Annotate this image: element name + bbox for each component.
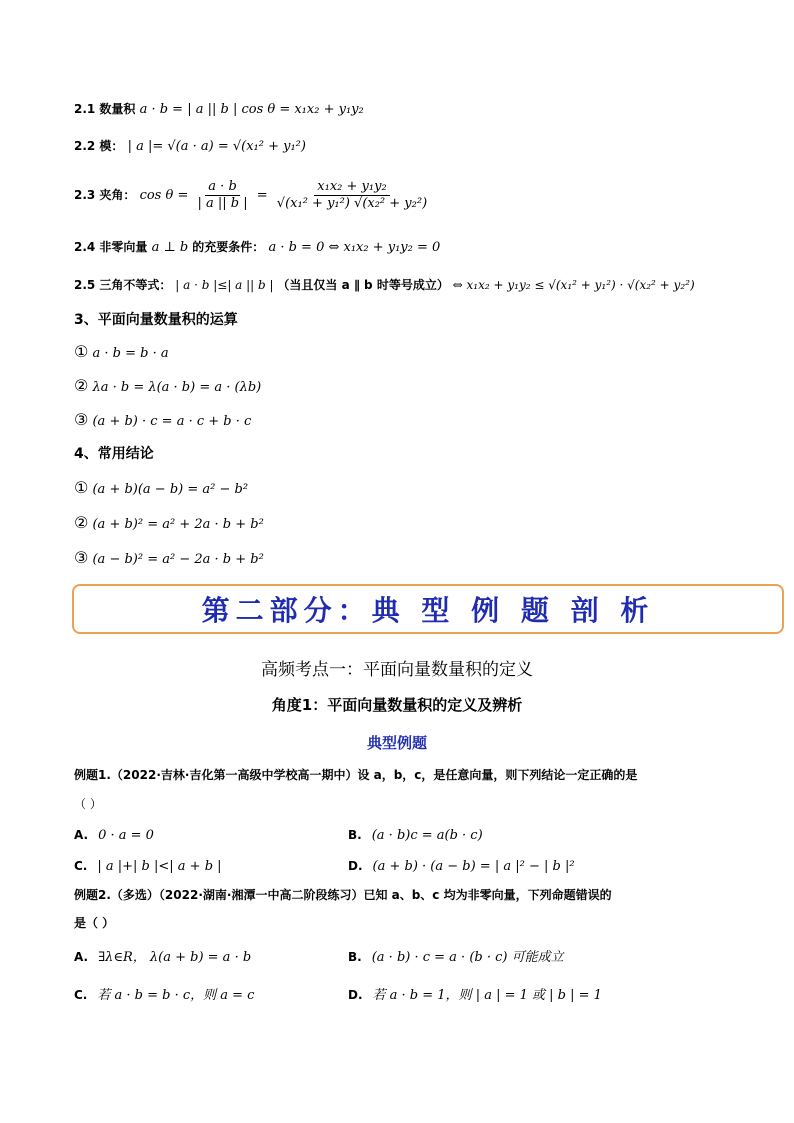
option-expr: (a · b)c = a(b · c)	[371, 828, 483, 843]
section-3-item-1	[74, 343, 169, 363]
equals-sign: =	[256, 188, 268, 203]
formula-expr: a · b = | a || b | cos θ = x₁x₂ + y₁y₂	[139, 102, 364, 117]
option-expr: 若 a · b = 1，则 | a | = 1 或 | b | = 1	[372, 988, 602, 1003]
section-4-item-3	[74, 549, 264, 569]
item-expr: (a + b)(a − b) = a² − b²	[92, 482, 249, 497]
section-3-item-2	[74, 377, 261, 397]
fraction-coords	[274, 179, 430, 212]
formula-label: 2.1 数量积	[74, 102, 136, 116]
formula-2-4	[74, 238, 440, 257]
item-marker: ②	[74, 376, 89, 395]
item-expr: a · b = b · a	[92, 346, 169, 361]
formula-expr: | a |= √(a · a) = √(x₁² + y₁²)	[127, 139, 306, 154]
formula-label: 2.2 模：	[74, 139, 124, 153]
example-label: 例题2.	[74, 888, 111, 902]
option-expr: 0 · a = 0	[98, 828, 154, 843]
typical-examples-heading: 典型例题	[366, 734, 427, 752]
formula-note: （当且仅当 a ∥ b 时等号成立）	[277, 278, 449, 292]
example-1-option-b[interactable]	[348, 826, 483, 845]
angle-heading: 角度1：平面向量数量积的定义及辨析	[271, 696, 523, 714]
fraction-denominator: √(x₁² + y₁²) √(x₂² + y₂²)	[276, 196, 428, 211]
item-expr: (a + b) · c = a · c + b · c	[92, 414, 252, 429]
option-key: A.	[74, 950, 89, 964]
formula-lhs: cos θ =	[139, 188, 189, 203]
formula-label: 2.4 非零向量	[74, 240, 148, 254]
example-text: （2022·吉林·吉化第一高级中学校高一期中）设 a，b，c，是任意向量，则下列结论一定正确的是	[110, 768, 638, 782]
example-2-option-a[interactable]	[74, 948, 251, 967]
part-two-banner	[72, 584, 784, 634]
section-4-title: 4、常用结论	[74, 446, 154, 462]
topic-heading: 高频考点一：平面向量数量积的定义	[261, 660, 533, 680]
fraction-numerator: x₁x₂ + y₁y₂	[314, 179, 389, 196]
item-marker: ①	[74, 342, 89, 361]
fraction-ab	[194, 179, 250, 212]
option-expr: ∃λ∈R， λ(a + b) = a · b	[98, 950, 252, 965]
example-2-option-d[interactable]	[348, 986, 602, 1005]
example-2-question	[74, 886, 612, 904]
example-1-option-a[interactable]	[74, 826, 154, 845]
example-1-answer-paren: （ ）	[74, 797, 102, 811]
formula-label: 2.3 夹角：	[74, 188, 136, 202]
example-2-answer-paren: 是（ ）	[74, 916, 115, 930]
formula-2-1	[74, 100, 364, 119]
option-key: B.	[348, 950, 362, 964]
section-3-title: 3、平面向量数量积的运算	[74, 312, 238, 328]
formula-2-3	[74, 178, 432, 213]
example-text: （多选）（2022·湖南·湘潭一中高二阶段练习）已知 a、b、c 均为非零向量，下列命题错误的	[110, 888, 612, 902]
option-expr: | a |+| b |<| a + b |	[97, 859, 222, 874]
item-expr: (a − b)² = a² − 2a · b + b²	[92, 552, 264, 567]
option-key: D.	[348, 988, 363, 1002]
item-expr: λa · b = λ(a · b) = a · (λb)	[92, 380, 262, 395]
fraction-numerator: a · b	[205, 179, 239, 196]
item-marker: ②	[74, 513, 89, 532]
option-expr: (a + b) · (a − b) = | a |² − | b |²	[372, 859, 575, 874]
banner-title: 第二部分：典 型 例 题 剖 析	[201, 594, 655, 627]
formula-2-2	[74, 137, 306, 156]
item-marker: ③	[74, 548, 89, 567]
formula-2-5	[74, 276, 695, 294]
example-1-question	[74, 766, 637, 784]
example-label: 例题1.	[74, 768, 111, 782]
example-1-option-c[interactable]	[74, 857, 222, 876]
option-key: A.	[74, 828, 89, 842]
example-2-option-c[interactable]	[74, 986, 254, 1005]
item-marker: ①	[74, 478, 89, 497]
option-key: C.	[74, 859, 88, 873]
formula-label-2: 的充要条件：	[192, 240, 265, 254]
formula-expr: a · b = 0 ⇔ x₁x₂ + y₁y₂ = 0	[268, 240, 441, 255]
formula-expr-2: ⇔ x₁x₂ + y₁y₂ ≤ √(x₁² + y₁²) · √(x₂² + y₂²)	[452, 278, 695, 292]
option-key: C.	[74, 988, 88, 1002]
fraction-denominator: | a || b |	[197, 196, 248, 211]
section-4-item-1	[74, 479, 248, 499]
example-2-option-b[interactable]	[348, 948, 564, 967]
formula-label: 2.5 三角不等式：	[74, 278, 172, 292]
example-1-option-d[interactable]	[348, 857, 575, 876]
section-3-item-3	[74, 411, 251, 431]
formula-mid: a ⊥ b	[151, 240, 189, 255]
option-expr: (a · b) · c = a · (b · c) 可能成立	[371, 950, 564, 965]
formula-expr-1: | a · b |≤| a || b |	[175, 278, 274, 292]
option-expr: 若 a · b = b · c，则 a = c	[97, 988, 255, 1003]
item-marker: ③	[74, 410, 89, 429]
option-key: B.	[348, 828, 362, 842]
option-key: D.	[348, 859, 363, 873]
section-4-item-2	[74, 514, 264, 534]
item-expr: (a + b)² = a² + 2a · b + b²	[92, 517, 264, 532]
